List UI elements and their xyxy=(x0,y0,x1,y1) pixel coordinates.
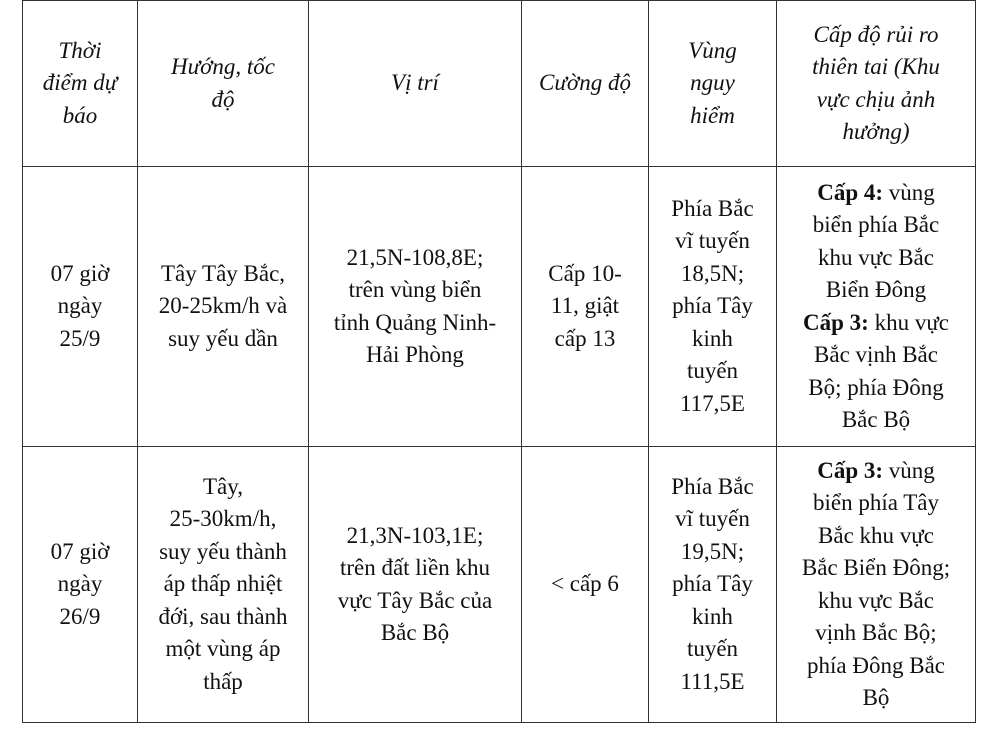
cell-danger-zone: Phía Bắc vĩ tuyến 18,5N; phía Tây kinh tuyến 117,5E xyxy=(649,167,777,447)
cell-position: 21,3N-103,1E; trên đất liền khu vực Tây Bắc của Bắc Bộ xyxy=(309,447,522,723)
table-row xyxy=(23,447,976,723)
cell-direction: Tây, 25-30km/h, suy yếu thành áp thấp nhiệt đới, sau thành một vùng áp thấp xyxy=(138,447,309,723)
cell-time: 07 giờ ngày 26/9 xyxy=(23,447,138,723)
header-position: Vị trí xyxy=(309,1,522,167)
cell-position: 21,5N-108,8E; trên vùng biển tỉnh Quảng Ninh- Hải Phòng xyxy=(309,167,522,447)
cell-time: 07 giờ ngày 25/9 xyxy=(23,167,138,447)
risk-text: khu vực xyxy=(868,309,949,335)
cell-risk-level: Cấp 4: vùng biển phía Bắc khu vực Bắc Biển Đông Cấp 3: khu vực Bắc vịnh Bắc Bộ; phía Đông Bắc Bộ xyxy=(777,167,976,447)
header-direction-speed: Hướng, tốc độ xyxy=(138,1,309,167)
risk-label: Cấp 3: xyxy=(817,457,884,483)
forecast-table xyxy=(22,0,976,723)
cell-risk-level: Cấp 3: vùng biển phía Tây Bắc khu vực Bắc Biển Đông; khu vực Bắc vịnh Bắc Bộ; phía Đông Bắc Bộ xyxy=(777,447,976,723)
cell-danger-zone: Phía Bắc vĩ tuyến 19,5N; phía Tây kinh tuyến 111,5E xyxy=(649,447,777,723)
risk-text: vùng xyxy=(883,457,935,483)
header-danger-zone: Vùng nguy hiểm xyxy=(649,1,777,167)
header-risk-level: Cấp độ rủi ro thiên tai (Khu vực chịu ảnh hưởng) xyxy=(777,1,976,167)
header-intensity: Cường độ xyxy=(522,1,649,167)
risk-text: vùng xyxy=(883,179,935,205)
risk-label: Cấp 4: xyxy=(817,179,884,205)
table-row xyxy=(23,167,976,447)
cell-intensity: Cấp 10- 11, giật cấp 13 xyxy=(522,167,649,447)
cell-intensity: < cấp 6 xyxy=(522,447,649,723)
cell-direction: Tây Tây Bắc, 20-25km/h và suy yếu dần xyxy=(138,167,309,447)
risk-label: Cấp 3: xyxy=(803,309,869,335)
header-time: Thời điểm dự báo xyxy=(23,1,138,167)
table-header-row xyxy=(23,1,976,167)
